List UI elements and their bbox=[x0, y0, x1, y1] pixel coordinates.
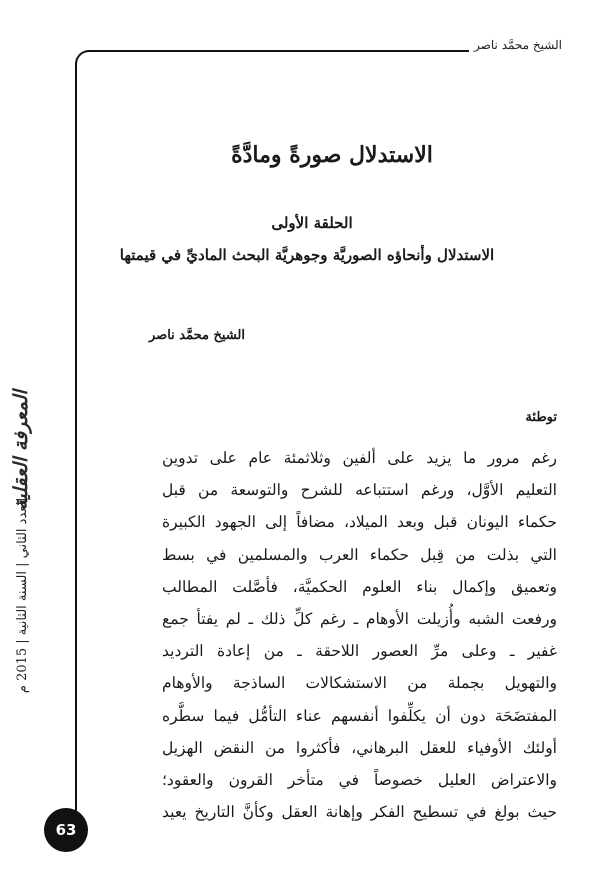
body-line: رغم مرور ما يزيد على ألفين وثلاثمئة عام على تدوين bbox=[162, 449, 557, 467]
body-line: التي بذلت من قِبل حكماء العرب والمسلمين في بسط bbox=[162, 545, 557, 564]
page-number: 63 bbox=[55, 821, 77, 839]
body-line: غفير ـ وعلى مرِّ العصور اللاحقة ـ من إعادة الترديد bbox=[162, 642, 557, 661]
author-name: الشيخ محمَّد ناصر bbox=[148, 328, 246, 343]
body-line: ورفعت الشبه وأُزيلت الأوهام ـ رغم كلِّ ذلك ـ لم يفتأ جمع bbox=[162, 610, 557, 629]
body-line: وتعميق وإكمال بناء العلوم الحكميَّة، فأصَّلت المطالب bbox=[162, 577, 557, 596]
section-heading: توطئة bbox=[525, 410, 557, 425]
journal-logo bbox=[6, 390, 36, 510]
running-head: الشيخ محمَّد ناصر bbox=[474, 38, 562, 52]
body-line: أولئك الأوفياء للعقل البرهاني، فأكثروا من النقض الهزيل bbox=[162, 738, 557, 757]
body-line: المفتضَحَة دون أن يكلِّفوا أنفسهم عناء التأمُّل فيما سطَّره bbox=[162, 706, 557, 725]
article-title: الاستدلال صورةً ومادَّةً bbox=[231, 142, 433, 168]
body-line: والتهويل بجملة من الاستشكالات الساذجة والأوهام bbox=[162, 674, 557, 693]
journal-name: المعرفة العقلية bbox=[10, 390, 33, 510]
body-text bbox=[162, 442, 557, 828]
issue-info-text: العدد الثاني | السنة الثانية | 2015 م bbox=[15, 497, 31, 693]
body-line: التعليم الأوَّل، ورغم استتباعه للشرح والتوسعة من قبل bbox=[162, 481, 557, 500]
issue-info bbox=[8, 497, 38, 693]
body-line: حكماء اليونان قبل وبعد الميلاد، مضافاً إلى الجهود الكبيرة bbox=[162, 513, 557, 532]
page-frame-line bbox=[75, 50, 92, 842]
page-frame-top bbox=[89, 50, 469, 52]
page-number-badge bbox=[44, 808, 88, 852]
body-line: حيث بولغ في تسطيح الفكر وإهانة العقل وكأنَّ التاريخ يعيد bbox=[162, 803, 557, 822]
article-subtitle: الاستدلال وأنحاؤه الصوريَّة وجوهريَّة البحث الماديِّ في قيمتها bbox=[119, 246, 495, 264]
body-line: والاعتراض العليل خصوصاً في متأخر القرون والعقود؛ bbox=[162, 771, 557, 790]
episode-label: الحلقة الأولى bbox=[271, 214, 353, 232]
